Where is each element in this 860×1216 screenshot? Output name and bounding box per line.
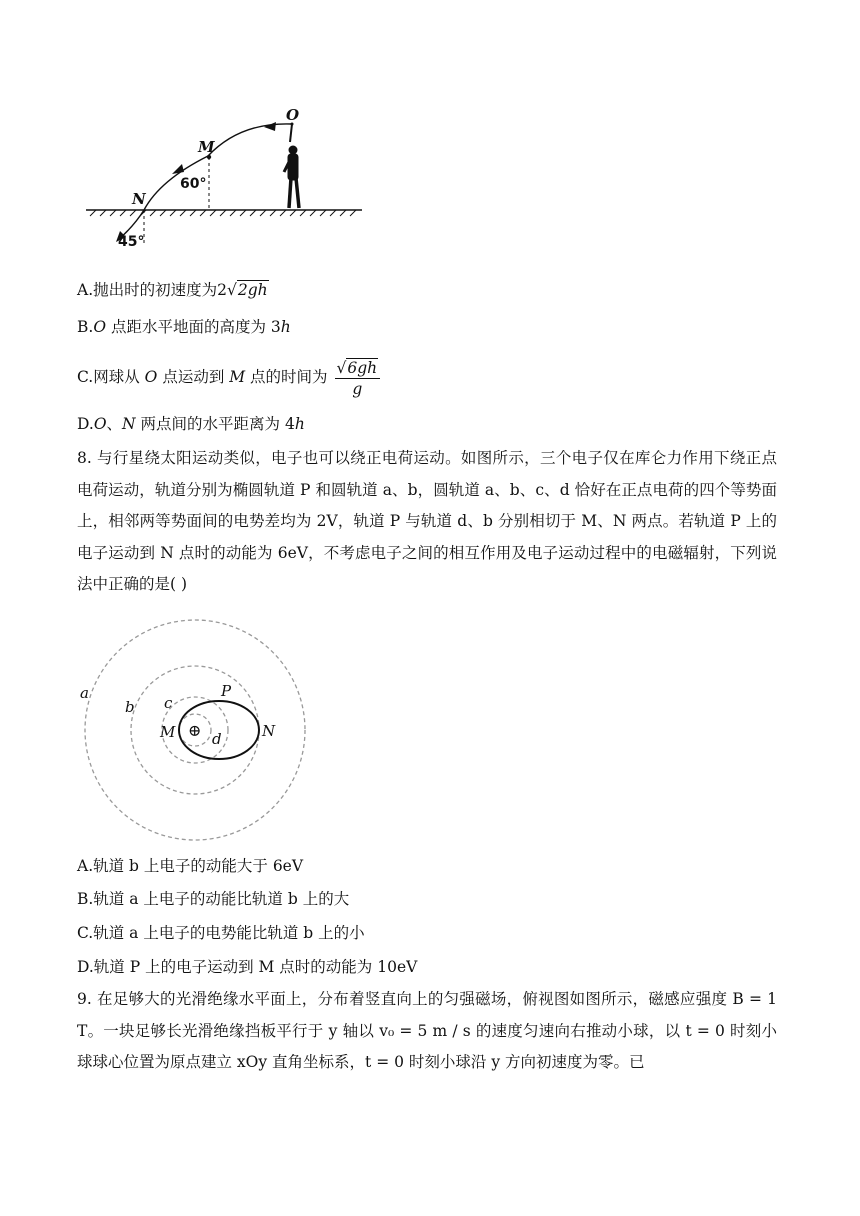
option-7d-prefix: D.	[77, 415, 94, 433]
player-figure	[284, 124, 299, 208]
option-7c-denominator: g	[352, 379, 363, 398]
label-c: c	[164, 694, 173, 712]
option-7c-mid: 点运动到	[157, 368, 230, 386]
option-7b	[77, 316, 291, 338]
option-8a: A.轨道 b 上电子的动能大于 6eV	[77, 857, 304, 875]
label-m: M	[198, 138, 215, 156]
option-7c-numerator: 6gh	[347, 358, 378, 377]
option-7b-h: h	[280, 318, 291, 336]
label-b: b	[125, 698, 135, 716]
question-9-stem: 9. 在足够大的光滑绝缘水平面上，分布着竖直向上的匀强磁场，俯视图如图所示，磁感应强度 B = 1 T。一块足够长光滑绝缘挡板平行于 y 轴以 v₀ = 5 m / s 的速度匀速向右推动小球，以 t = 0 时刻小球球心位置为原点建立 xOy 直角坐标系，t = 0 时刻小球沿 y 方向初速度为零。已	[77, 990, 777, 1071]
label-d: d	[212, 730, 222, 748]
option-7a-text: A.抛出时的初速度为	[77, 281, 218, 299]
label-n: N	[132, 190, 146, 208]
option-7d-o: O	[93, 415, 107, 433]
option-7c-m: M	[229, 368, 246, 386]
option-8b: B.轨道 a 上电子的动能比轨道 b 上的大	[77, 890, 350, 908]
arrow-o	[264, 122, 276, 131]
label-a: a	[80, 684, 89, 702]
option-7c-fraction: $\frac{√6gh}{g}$	[335, 358, 381, 399]
option-7b-text: 点距水平地面的高度为 3	[106, 318, 281, 336]
option-7d	[77, 413, 305, 435]
option-7b-o: O	[93, 318, 107, 336]
label-p: P	[221, 682, 232, 700]
option-7d-n: N	[122, 415, 136, 433]
label-m: M	[160, 723, 176, 741]
option-7a-radicand: 2gh	[237, 281, 268, 299]
option-7a-coef: 2	[217, 281, 227, 299]
angle-45: 45°	[118, 234, 145, 250]
option-7b-prefix: B.	[77, 318, 94, 336]
option-7c	[77, 355, 380, 399]
angle-60: 60°	[180, 176, 207, 192]
option-7c-prefix: C.网球从	[77, 368, 145, 386]
option-8d: D.轨道 P 上的电子运动到 M 点时的动能为 10eV	[77, 958, 418, 976]
option-8c: C.轨道 a 上电子的电势能比轨道 b 上的小	[77, 924, 365, 942]
label-o: O	[286, 106, 300, 124]
ground-hatch	[90, 210, 356, 216]
arrow-m	[172, 164, 184, 174]
option-7a: A.抛出时的初速度为2√2gh	[77, 281, 268, 299]
option-7d-text: 两点间的水平距离为 4	[135, 415, 295, 433]
positive-charge: ⊕	[188, 721, 202, 740]
orbit-figure	[76, 616, 316, 846]
option-7d-h: h	[294, 415, 305, 433]
option-7d-sep: 、	[106, 415, 123, 433]
label-n: N	[262, 722, 276, 740]
question-8-stem: 8. 与行星绕太阳运动类似，电子也可以绕正电荷运动。如图所示，三个电子仅在库仑力作用下绕正点电荷运动，轨道分别为椭圆轨道 P 和圆轨道 a、b，圆轨道 a、b、c、d 恰好在正点电荷的四个等势面上，相邻两等势面间的电势差均为 2V，轨道 P 与轨道 d、b 分别相切于 M、N 两点。若轨道 P 上的电子运动到 N 点时的动能为 6eV，不考虑电子之间的相互作用及电子运动过程中的电磁辐射，下列说法中正确的是( )	[77, 449, 777, 593]
option-7c-text: 点的时间为	[245, 368, 328, 386]
projectile-figure	[80, 100, 380, 260]
option-7c-o: O	[144, 368, 158, 386]
